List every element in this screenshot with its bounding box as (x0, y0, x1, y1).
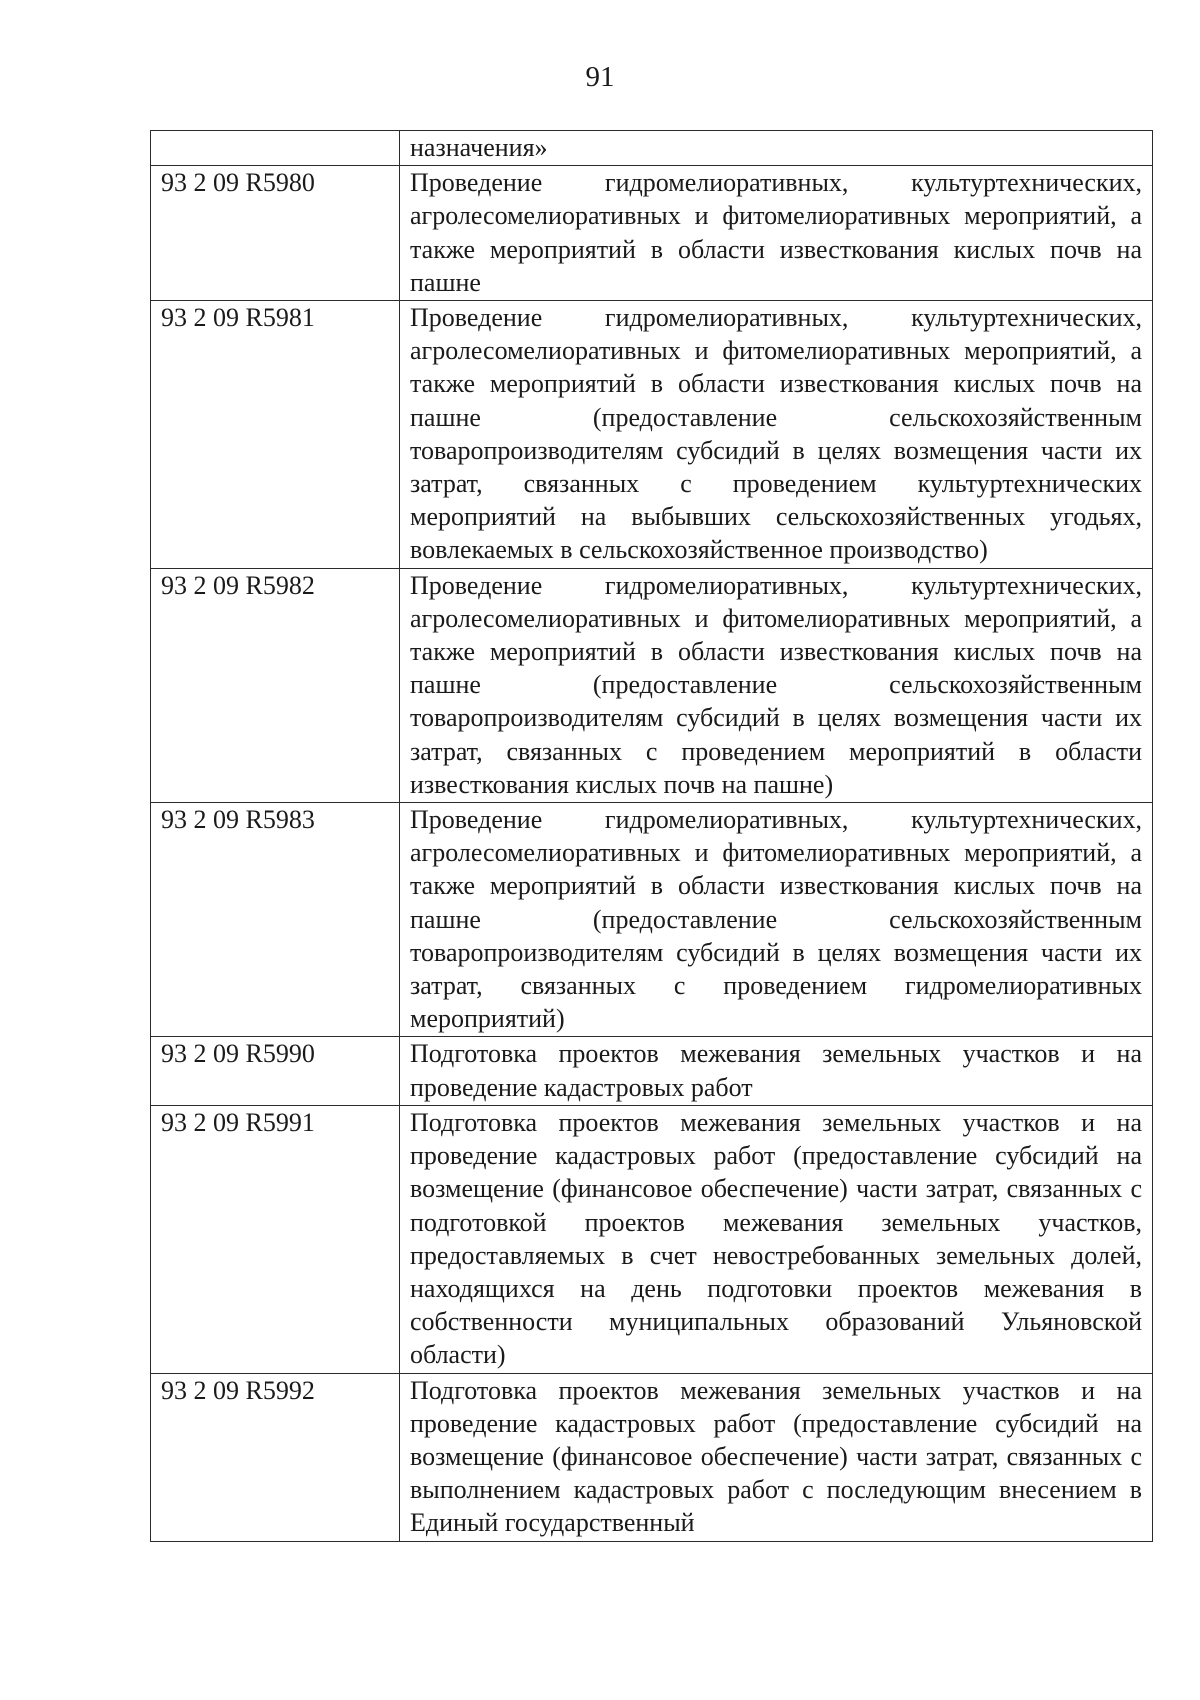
budget-code: 93 2 09 R5991 (151, 1105, 400, 1373)
budget-code: 93 2 09 R5990 (151, 1037, 400, 1105)
table-row (151, 131, 1153, 166)
budget-code: 93 2 09 R5992 (151, 1373, 400, 1541)
budget-code: 93 2 09 R5983 (151, 803, 400, 1037)
table-row (151, 803, 1153, 1037)
code-description: назначения» (400, 131, 1153, 166)
budget-code: 93 2 09 R5981 (151, 301, 400, 569)
code-description: Проведение гидромелиоративных, культуртехнических, агролесомелиоративных и фитомелиоративных мероприятий, а также мероприятий в области известкования кислых почв на пашне (предоставление сельскохозяйственным товаропроизводителям субсидий в целях возмещения части их затрат, связанных с проведением мероприятий в области известкования кислых почв на пашне) (400, 568, 1153, 802)
table-row (151, 166, 1153, 301)
code-description: Проведение гидромелиоративных, культуртехнических, агролесомелиоративных и фитомелиоративных мероприятий, а также мероприятий в области известкования кислых почв на пашне (предоставление сельскохозяйственным товаропроизводителям субсидий в целях возмещения части их затрат, связанных с проведением культуртехнических мероприятий на выбывших сельскохозяйственных угодьях, вовлекаемых в сельскохозяйственное производство) (400, 301, 1153, 569)
code-description: Подготовка проектов межевания земельных участков и на проведение кадастровых работ (400, 1037, 1153, 1105)
table-row (151, 568, 1153, 802)
budget-code: 93 2 09 R5982 (151, 568, 400, 802)
budget-classification-table (150, 130, 1153, 1542)
table-row (151, 1373, 1153, 1541)
budget-code (151, 131, 400, 166)
table-row (151, 301, 1153, 569)
code-description: Подготовка проектов межевания земельных участков и на проведение кадастровых работ (предоставление субсидий на возмещение (финансовое обеспечение) части затрат, связанных с подготовкой проектов межевания земельных участков, предоставляемых в счет невостребованных земельных долей, находящихся на день подготовки проектов межевания в собственности муниципальных образований Ульяновской области) (400, 1105, 1153, 1373)
table-row (151, 1037, 1153, 1105)
budget-code: 93 2 09 R5980 (151, 166, 400, 301)
code-description: Проведение гидромелиоративных, культуртехнических, агролесомелиоративных и фитомелиоративных мероприятий, а также мероприятий в области известкования кислых почв на пашне (предоставление сельскохозяйственным товаропроизводителям субсидий в целях возмещения части их затрат, связанных с проведением гидромелиоративных мероприятий) (400, 803, 1153, 1037)
page-number: 91 (585, 61, 615, 93)
table-row (151, 1105, 1153, 1373)
code-description: Подготовка проектов межевания земельных участков и на проведение кадастровых работ (предоставление субсидий на возмещение (финансовое обеспечение) части затрат, связанных с выполнением кадастровых работ с последующим внесением в Единый государственный (400, 1373, 1153, 1541)
code-description: Проведение гидромелиоративных, культуртехнических, агролесомелиоративных и фитомелиоративных мероприятий, а также мероприятий в области известкования кислых почв на пашне (400, 166, 1153, 301)
